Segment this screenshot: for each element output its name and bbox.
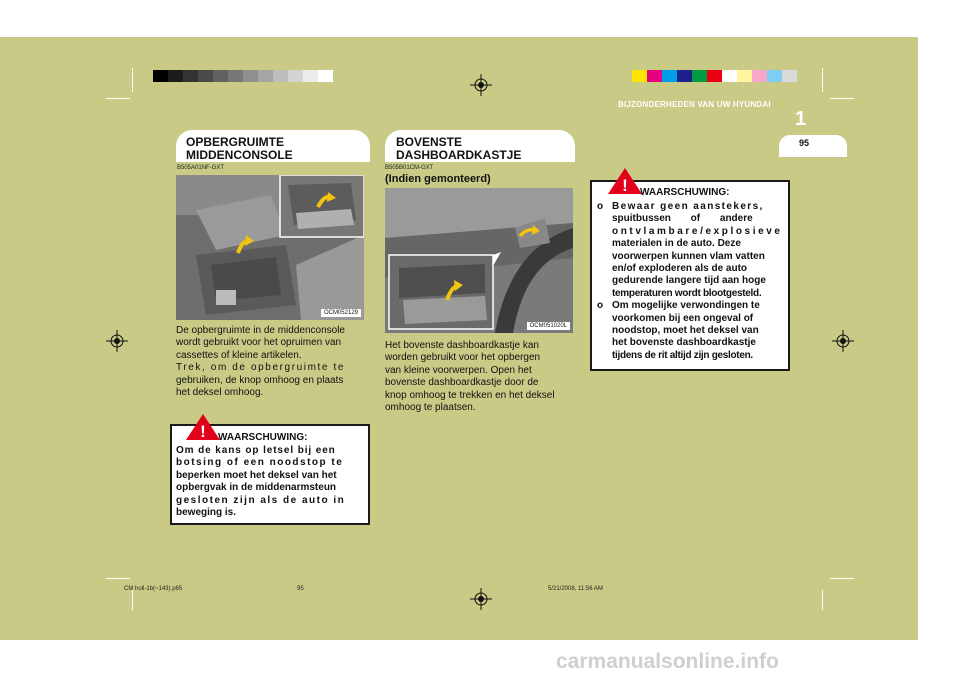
section-title-line1: BOVENSTE (396, 135, 463, 149)
image-code-label: OCM052129 (321, 309, 361, 317)
bullet: o (597, 201, 604, 212)
warning-line: en/of exploderen als de auto (612, 263, 748, 275)
section-title-line1: OPBERGRUIMTE (186, 135, 285, 149)
warning-line: Bewaar geen aanstekers, (612, 201, 764, 212)
warning-line: botsing of een noodstop te (176, 457, 344, 469)
svg-text:!: ! (622, 176, 628, 194)
section-title-line2: MIDDENCONSOLE (186, 148, 293, 162)
warning-line: noodstop, moet het deksel van (612, 325, 759, 337)
section-code: B505A01NF-GXT (177, 165, 225, 171)
warning-line: beperken moet het deksel van het (176, 469, 337, 481)
text-line: knop omhoog te trekken en het deksel (385, 389, 555, 401)
text-line: De opbergruimte in de middenconsole (176, 325, 345, 336)
crop-mark (822, 590, 823, 610)
body-paragraph (176, 325, 366, 399)
text-line: Het bovenste dashboardkastje kan (385, 340, 539, 351)
grayscale-bar (153, 70, 333, 82)
image-code-label: OCM051020L (527, 322, 570, 330)
warning-title: WAARSCHUWING: (640, 187, 730, 198)
warning-text (176, 445, 364, 519)
crop-mark (132, 590, 133, 610)
crop-mark (132, 68, 133, 92)
warning-list (596, 201, 784, 362)
warning-line: gedurende langere tijd aan hoge (612, 275, 766, 287)
warning-line: spuitbussen of andere (612, 213, 753, 225)
warning-line: tijdens de rit altijd zijn gesloten. (612, 349, 753, 361)
crop-mark (106, 578, 130, 579)
running-header: BIJZONDERHEDEN VAN UW HYUNDAI (618, 100, 771, 109)
crop-mark (830, 578, 854, 579)
warning-line: opbergvak in de middenarmsteun (176, 482, 337, 494)
warning-item (596, 300, 784, 362)
registration-mark-icon (832, 330, 854, 352)
warning-title: WAARSCHUWING: (218, 432, 308, 443)
warning-line: het bovenste dashboardkastje (612, 337, 756, 349)
crop-mark (106, 98, 130, 99)
body-paragraph (385, 340, 575, 414)
warning-box (590, 176, 790, 371)
warning-line: gesloten zijn als de auto in (176, 494, 346, 506)
chapter-number: 1 (795, 108, 807, 130)
warning-triangle-icon (186, 414, 220, 440)
warning-line: temperaturen wordt blootgesteld. (612, 287, 762, 299)
warning-item (596, 201, 784, 300)
page-number: 95 (798, 138, 809, 148)
crop-mark (822, 68, 823, 92)
watermark: carmanualsonline.info (556, 650, 779, 673)
warning-box (170, 424, 370, 525)
text-line: gebruiken, de knop omhoog en plaats (176, 374, 344, 386)
warning-line: Om de kans op letsel bij een (176, 445, 336, 456)
bullet: o (597, 300, 604, 312)
warning-line: voorwerpen kunnen vlam vatten (612, 250, 765, 262)
registration-mark-icon (470, 588, 492, 610)
color-bar (632, 70, 797, 82)
warning-line: ontvlambare/explosieve (612, 225, 783, 237)
text-line: omhoog te plaatsen. (385, 402, 476, 414)
warning-line: Om mogelijke verwondingen te (612, 300, 760, 312)
dashboard-illustration (385, 188, 573, 333)
text-line: het deksel omhoog. (176, 387, 264, 399)
footer-filename: CM holl-1b(~143).p65 (124, 586, 183, 592)
section-code: B505B01CM-GXT (385, 165, 434, 171)
warning-line: beweging is. (176, 507, 237, 519)
text-line: worden gebruikt voor het opbergen (385, 352, 541, 364)
crop-mark (830, 98, 854, 99)
text-line: wordt gebruikt voor het opruimen van (176, 337, 342, 349)
console-illustration (176, 175, 364, 320)
footer-page: 95 (297, 586, 304, 592)
text-line: van kleine voorwerpen. Open het (385, 364, 532, 376)
registration-mark-icon (470, 74, 492, 96)
text-line: Trek, om de opbergruimte te (176, 362, 345, 374)
section-title-line2: DASHBOARDKASTJE (396, 148, 522, 162)
warning-line: voorkomen bij een ongeval of (612, 312, 754, 324)
text-line: cassettes of kleine artikelen. (176, 349, 302, 361)
dashboard-box-photo (385, 188, 573, 333)
text-line: bovenste dashboardkastje door de (385, 377, 539, 389)
svg-text:!: ! (200, 422, 206, 440)
registration-mark-icon (106, 330, 128, 352)
footer-timestamp: 5/21/2008, 11:56 AM (548, 586, 603, 592)
section-subheading: (Indien gemonteerd) (385, 173, 491, 185)
console-storage-photo (176, 175, 364, 320)
warning-line: materialen in de auto. Deze (612, 238, 741, 250)
warning-triangle-icon (608, 168, 642, 194)
